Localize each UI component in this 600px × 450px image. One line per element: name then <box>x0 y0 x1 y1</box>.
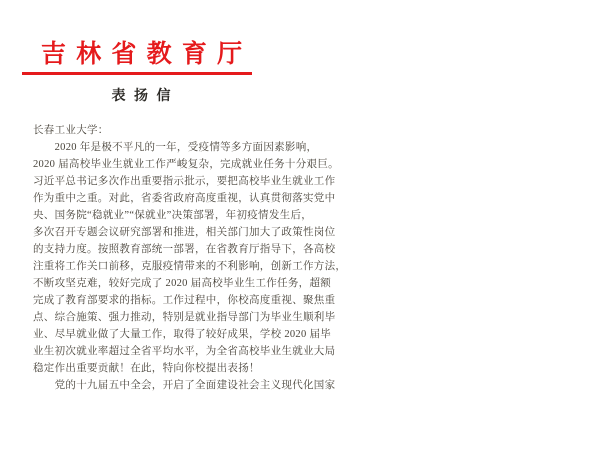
salutation: 长春工业大学： <box>33 125 109 136</box>
text-line: 点、综合施策、强力推动，特别是就业指导部门为毕业生顺利毕 <box>33 312 336 323</box>
letter-title: 表 扬 信 <box>111 89 173 104</box>
text-line: 业生初次就业率超过全省平均水平，为全省高校毕业生就业大局 <box>33 346 336 357</box>
text-line: 2020 届高校毕业生就业工作严峻复杂，完成就业任务十分艰巨。 <box>33 159 339 170</box>
text-line: 的支持力度。按照教育部统一部署，在省教育厅指导下，各高校 <box>33 244 336 255</box>
text-line: 2020 年是极不平凡的一年，受疫情等多方面因素影响， <box>33 142 318 153</box>
text-line: 党的十九届五中全会，开启了全面建设社会主义现代化国家 <box>33 380 336 391</box>
text-line: 注重将工作关口前移，克服疫情带来的不利影响，创新工作方法， <box>33 261 347 272</box>
text-line: 习近平总书记多次作出重要指示批示，要把高校毕业生就业工作 <box>33 176 336 187</box>
text-line: 稳定作出重要贡献！在此，特向你校提出表扬！ <box>33 363 260 374</box>
letter-body-left <box>33 122 347 394</box>
text-line: 央、国务院“稳就业”“保就业”决策部署，年初疫情发生后， <box>33 210 313 221</box>
letter-page-right <box>300 0 600 450</box>
text-line: 业、尽早就业做了大量工作，取得了较好成果，学校 2020 届毕 <box>33 329 332 340</box>
text-line: 完成了教育部要求的指标。工作过程中，你校高度重视、聚焦重 <box>33 295 336 306</box>
agency-letterhead: 吉 林 省 教 育 厅 <box>40 41 244 68</box>
left-paragraph-lines <box>33 139 347 394</box>
text-line: 多次召开专题会议研究部署和推进，相关部门加大了政策性岗位 <box>33 227 336 238</box>
text-line: 不断攻坚克难，较好完成了 2020 届高校毕业生工作任务，超额 <box>33 278 332 289</box>
letterhead-divider <box>22 72 252 75</box>
text-line: 作为重中之重。对此，省委省政府高度重视，认真贯彻落实党中 <box>33 193 336 204</box>
